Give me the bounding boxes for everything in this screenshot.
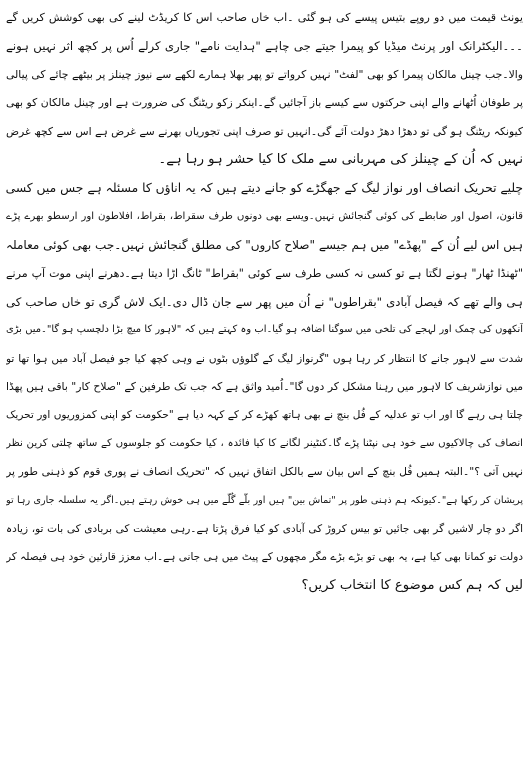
text-line: انصاف کی چالاکیوں سے خود ہی نپٹنا پڑے گا۔کنٹینر لگانے کا کیا فائدہ ، کیا حکومت کو جلوسوں کے ساتھ چلتی کرین نظر (6, 437, 523, 449)
text-line: نہیں کہ اُن کے چینلز کی مہربانی سے ملک کا کیا حشر ہو رہا ہے۔ (158, 151, 523, 167)
text-line: لیں کہ ہم کس موضوع کا انتخاب کریں؟ (301, 577, 523, 593)
text-line: شدت سے لاہور جانے کا انتظار کر رہا ہوں "گرنواز لیگ کے گلوؤں بٹوں نے وہی کچھ کیا جو فیصل آباد میں ہوا تھا تو (6, 352, 523, 365)
text-line: قانون، اصول اور ضابطے کی کوئی گنجائش نہیں۔ویسے بھی دونوں طرف سقراط، بقراط، افلاطون اور ارسطو بھرے پڑے (6, 210, 523, 222)
text-line: چلتا ہی رہے گا اور اب تو عدلیہ کے فُل بنچ نے بھی ہاتھ کھڑے کر کے کہہ دیا ہے "حکومت کو اپنی کمزوریوں اور تحریک (6, 409, 523, 422)
text-line: پریشان کر رکھا ہے"۔کیونکہ ہم ذہنی طور پر "تماش بین" ہیں اور بلّے گُلّے میں ہی خوش رہتے ہیں۔اگر یہ سلسلہ جاری رہا تو (6, 494, 523, 506)
text-line: ہیں اس لیے اُن کے "پھڈے" میں ہم جیسے "صلاح کاروں" کی مطلق گنجائش نہیں۔جب بھی کوئی معاملہ (6, 238, 523, 253)
text-line: آنکھوں کی چمک اور لہجے کی تلخی میں سوگنا اضافہ ہو گیا۔اب وہ کہتے ہیں کہ "لاہور کا میچ بڑا دلچسپ ہو گا"۔میں بڑی (6, 324, 523, 336)
text-line: پر طوفان اُٹھانے والے اپنی حرکتوں سے کیسے باز آجائیں گے۔اینکر زکو ریٹنگ کی ضرورت ہے اور چینل مالکان کو بھی (6, 96, 523, 110)
text-line: ۔۔۔الیکٹرانک اور پرنٹ میڈیا کو پیمرا جیتے جی چاہے "ہدایت نامے" جاری کرلے اُس پر کچھ اثر نہیں ہونے (6, 39, 523, 54)
text-line: "ٹھنڈا ٹھار" ہونے لگتا ہے تو کسی نہ کسی طرف سے کوئی "بقراط" ٹانگ اڑا دیتا ہے۔دھرنے اپنی موت آپ مرنے (6, 266, 523, 280)
text-line: ہی والے تھے کہ فیصل آبادی "بقراطوں" نے اُن میں پھر سے جان ڈال دی۔ایک لاش گری تو خاں صاحب کی (6, 294, 523, 309)
text-line: میں نوازشریف کا لاہور میں رہنا مشکل کر دوں گا"۔اُمید واثق ہے کہ جب تک طرفین کے "صلاح کار" باقی ہیں پھڈا (6, 380, 523, 394)
text-line: چلیے تحریک انصاف اور نواز لیگ کے جھگڑے کو جانے دیتے ہیں کہ یہ اناؤں کا مسئلہ ہے جس میں کسی (6, 181, 523, 196)
text-line: یونٹ قیمت میں دو روپے بتیس پیسے کی ہو گئی ۔اب خاں صاحب اس کا کریڈٹ لینے کی بھی کوشش کریں گے (6, 11, 523, 24)
text-line: والا۔جب چینل مالکان پیمرا کو بھی "لفٹ" نہیں کرواتے تو پھر بھلا ہمارے لکھے سے نیوز چینلز پر بیٹھے چائے کی پیالی (6, 67, 523, 81)
text-line: اگر دو چار لاشیں گر بھی جائیں تو بیس کروڑ کی آبادی کو کیا فرق پڑتا ہے۔رہی معیشت کی بربادی کی بات تو، زیادہ (6, 523, 523, 536)
text-line: نہیں آتی ؟"۔البتہ ہمیں فُل بنچ کے اس بیان سے بالکل اتفاق نہیں کہ "تحریک انصاف نے پوری قوم کو ذہنی طور پر (6, 465, 523, 479)
text-line: کیونکہ ریٹنگ ہو گی تو دھڑا دھڑ دولت آئے گی۔انہیں تو صرف اپنی تجوریاں بھرنے سے غرض ہے اس سے کچھ غرض (6, 124, 523, 138)
paragraph-2 (6, 174, 523, 600)
paragraph-1 (6, 4, 523, 174)
text-line: دولت تو کمانا بھی کیا ہے، یہ بھی تو بڑے بڑے مگر مچھوں کے پیٹ میں ہی جانی ہے۔اب معزز قارئین خود ہی فیصلہ کر (6, 551, 523, 564)
